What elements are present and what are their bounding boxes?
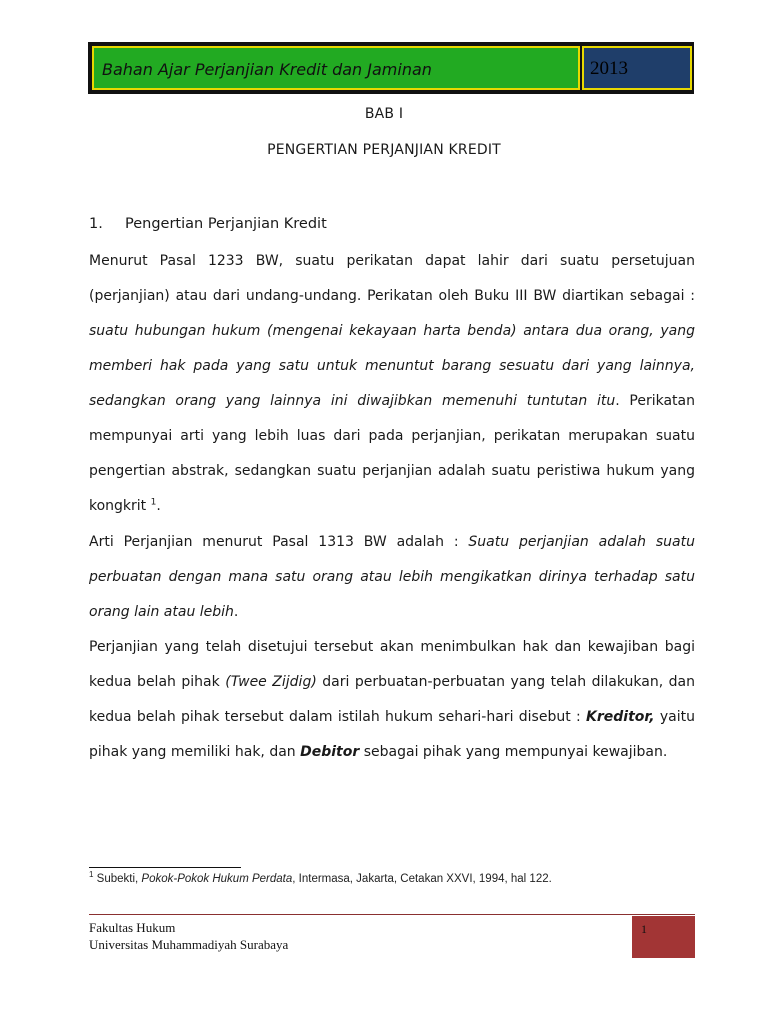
- footer-rule: [89, 914, 695, 915]
- p3-text-c: dari perbuatan-perbuatan yang telah dilakukan, dan kedua belah pihak tersebut dalam istilah hukum sehari-hari disebut :: [89, 674, 695, 725]
- header-banner: [88, 42, 694, 94]
- footnote-author: Subekti,: [93, 873, 142, 885]
- p3-text-e: yaitu pihak yang memiliki hak, dan: [89, 709, 695, 760]
- p1-text-c: . Perikatan mempunyai arti yang lebih luas dari pada perjanjian, perikatan merupakan suatu pengertian abstrak, sedangkan suatu perjanjian adalah suatu peristiwa hukum yang kongkrit: [89, 393, 695, 514]
- footnote: [89, 870, 552, 885]
- p2-italic-definition: Suatu perjanjian adalah suatu perbuatan dengan mana satu orang atau lebih mengikatkan dirinya terhadap satu orang lain atau lebih: [89, 534, 695, 620]
- footnote-reference[interactable]: 1: [150, 497, 157, 508]
- header-title-box: [92, 46, 580, 90]
- paragraph-1: [89, 244, 695, 524]
- header-year: 2013: [590, 58, 628, 79]
- chapter-title: PENGERTIAN PERJANJIAN KREDIT: [267, 142, 501, 158]
- footnote-book-title: Pokok-Pokok Hukum Perdata: [141, 873, 293, 885]
- p2-text-c: .: [233, 604, 239, 620]
- section-title: Pengertian Perjanjian Kredit: [125, 216, 327, 232]
- page-number: 1: [641, 922, 647, 936]
- page-number-box: [632, 916, 695, 958]
- chapter-label: BAB I: [364, 106, 404, 122]
- p3-debitor: Debitor: [300, 744, 360, 760]
- footer-faculty: Fakultas Hukum: [89, 920, 176, 935]
- p1-text-a: Menurut Pasal 1233 BW, suatu perikatan dapat lahir dari suatu persetujuan (perjanjian) atau dari undang-undang. Perikatan oleh Buku III BW diartikan sebagai :: [89, 253, 695, 304]
- footnote-marker: 1: [89, 870, 94, 880]
- p3-italic-term: (Twee Zijdig): [225, 674, 317, 690]
- header-title: Bahan Ajar Perjanjian Kredit dan Jaminan: [102, 60, 432, 79]
- footnote-details: , Intermasa, Jakarta, Cetakan XXVI, 1994, hal 122.: [292, 873, 552, 885]
- footer-university: Universitas Muhammadiyah Surabaya: [89, 937, 289, 952]
- p3-text-a: Perjanjian yang telah disetujui tersebut akan menimbulkan hak dan kewajiban bagi kedua belah pihak: [89, 639, 695, 690]
- p2-text-a: Arti Perjanjian menurut Pasal 1313 BW adalah :: [89, 534, 469, 550]
- p1-italic-definition: suatu hubungan hukum (mengenai kekayaan harta benda) antara dua orang, yang memberi hak pada yang satu untuk menuntut barang sesuatu dari yang lainnya, sedangkan orang yang lainnya ini diwajibkan memenuhi tuntutan itu: [89, 323, 695, 409]
- p3-kreditor: Kreditor,: [586, 709, 655, 725]
- footnote-separator: [89, 867, 241, 868]
- p1-text-d: .: [156, 498, 161, 514]
- paragraph-2: [89, 525, 695, 630]
- section-number: 1.: [89, 216, 103, 232]
- header-year-box: [582, 46, 692, 90]
- paragraph-3: [89, 630, 695, 770]
- p3-text-g: sebagai pihak yang mempunyai kewajiban.: [359, 744, 668, 760]
- section-heading: [89, 216, 327, 232]
